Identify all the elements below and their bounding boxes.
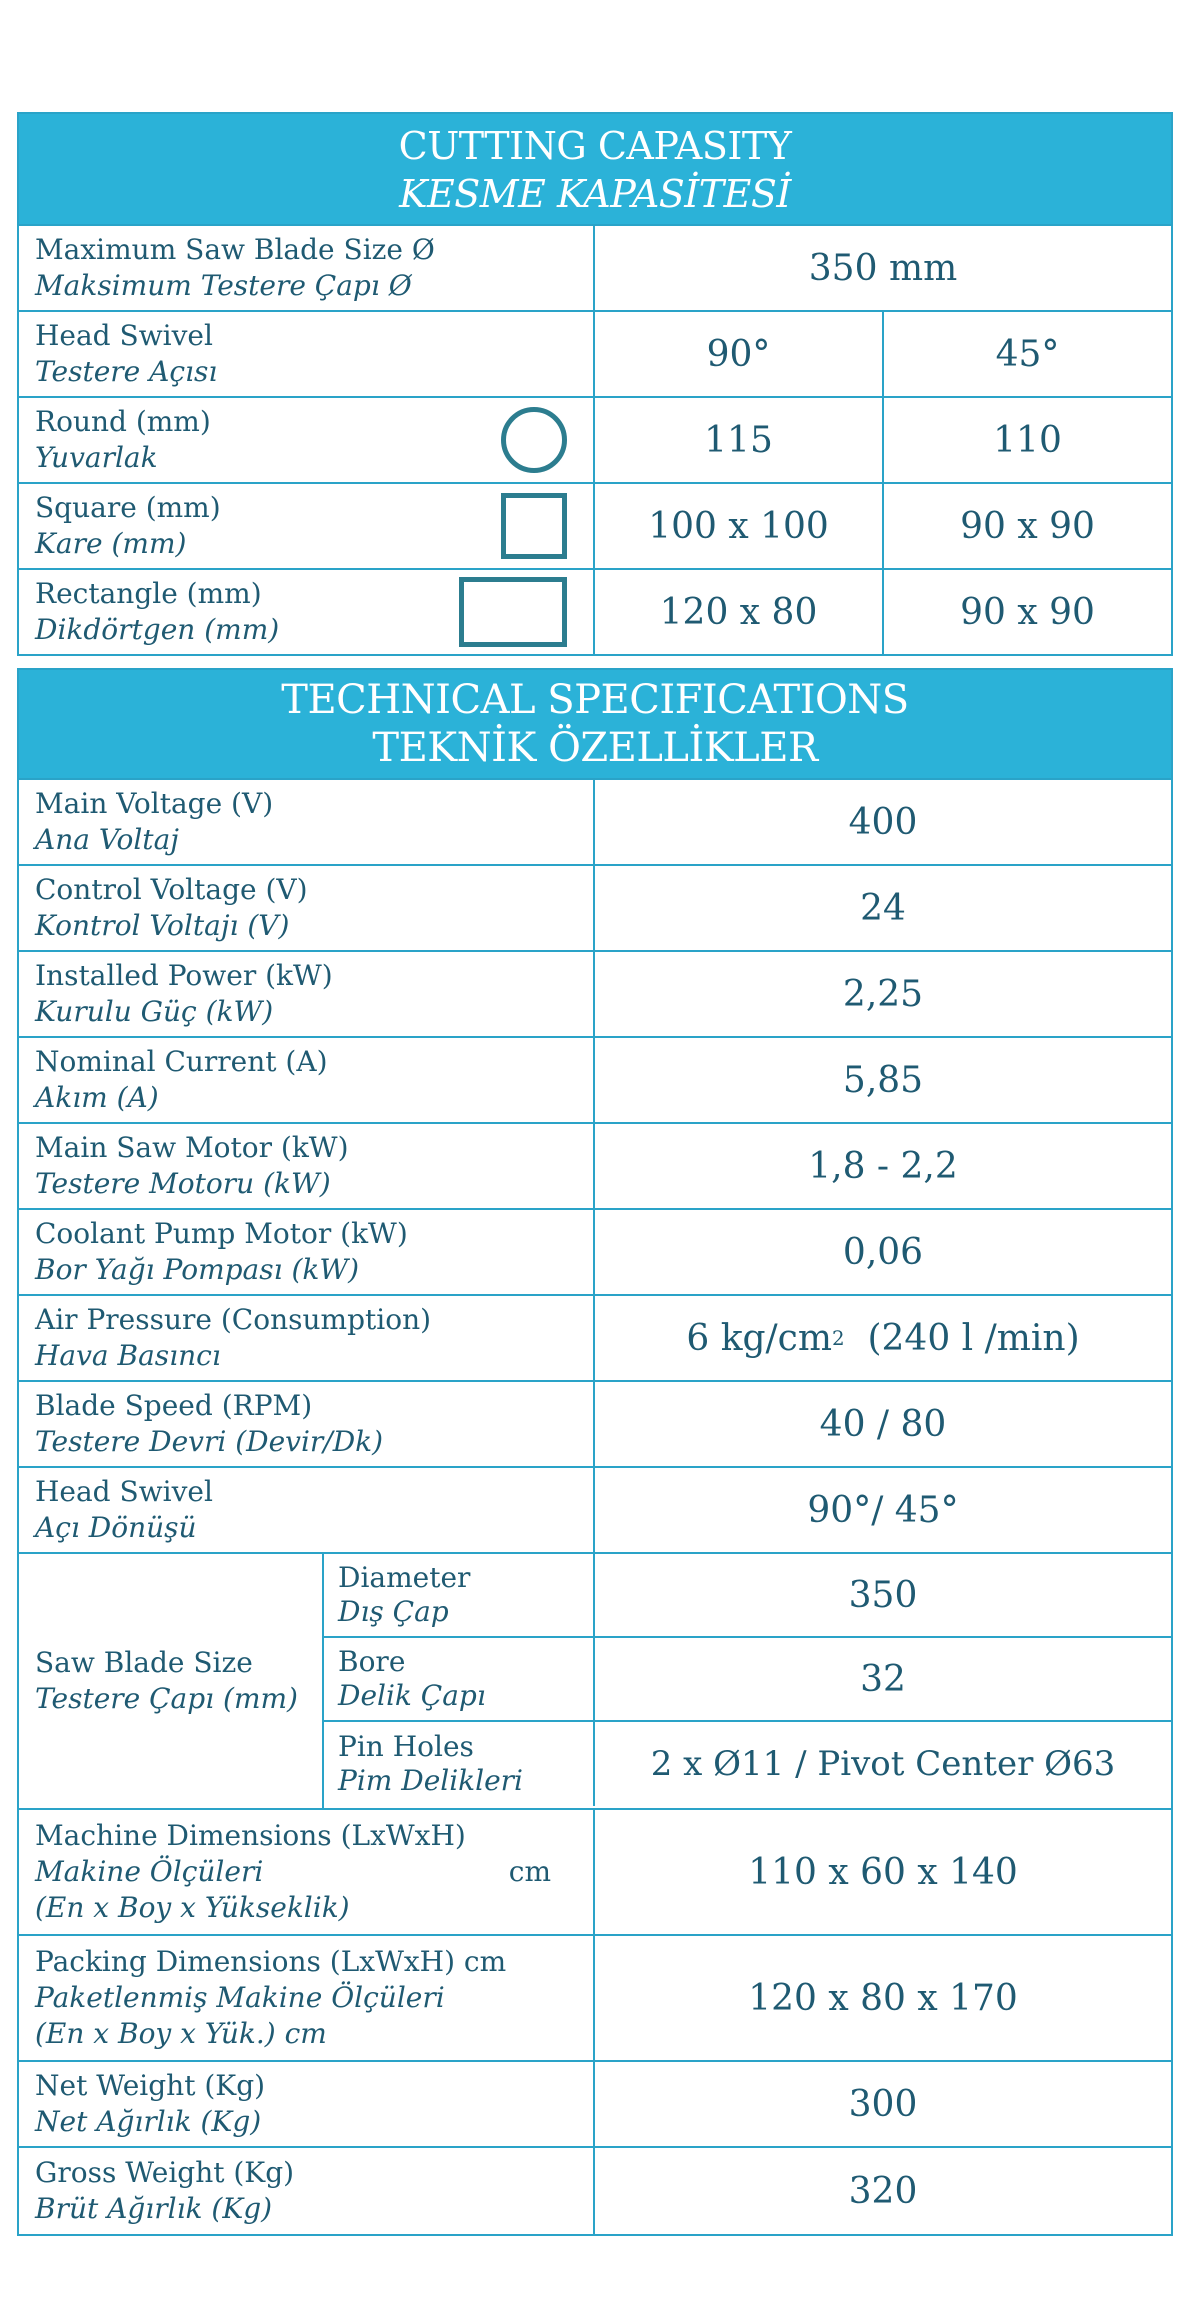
label-tr: Net Ağırlık (Kg) (35, 2105, 262, 2138)
subrow-label (324, 1554, 595, 1636)
label-tr: Delik Çapı (338, 1679, 486, 1712)
label-en: Bore (338, 1645, 406, 1678)
row-nominal-current (19, 1038, 1171, 1124)
row-label (19, 780, 595, 864)
subrow-value: 32 (860, 1658, 906, 1700)
row-value: 24 (860, 887, 906, 929)
row-main-saw-motor (19, 1124, 1171, 1210)
blade-subrows (324, 1554, 1171, 1808)
row-rectangle (19, 570, 1171, 654)
row-label (19, 398, 595, 482)
value-45: 90 x 90 (960, 591, 1095, 633)
blade-row-diameter (324, 1554, 1171, 1638)
row-label (19, 1382, 595, 1466)
row-air-pressure (19, 1296, 1171, 1382)
row-value: 5,85 (842, 1059, 924, 1101)
row-label (19, 570, 595, 654)
label-en: Diameter (338, 1561, 471, 1594)
cutting-title-en: CUTTING CAPASITY (398, 124, 792, 168)
label-en: Rectangle (mm) (35, 577, 262, 610)
value-45: 110 (993, 419, 1062, 461)
label-en: Main Voltage (V) (35, 787, 274, 820)
row-installed-power (19, 952, 1171, 1038)
row-values (595, 398, 1171, 482)
row-value: 90°/ 45° (807, 1489, 959, 1531)
value-90: 120 x 80 (595, 570, 884, 654)
label-tr: Kare (mm) (35, 527, 187, 560)
label-tr: Kurulu Güç (kW) (35, 995, 274, 1028)
subrow-value: 350 (848, 1574, 918, 1616)
row-label (19, 1936, 595, 2060)
value-45: 45° (995, 333, 1060, 375)
row-blade-speed (19, 1382, 1171, 1468)
row-label (19, 2062, 595, 2146)
label-en: Round (mm) (35, 405, 211, 438)
value-90: 100 x 100 (595, 484, 884, 568)
label-tr (35, 1854, 577, 1890)
value-main: 6 kg/cm (686, 1317, 832, 1359)
label-en: Machine Dimensions (LxWxH) (35, 1819, 466, 1852)
row-label (19, 952, 595, 1036)
subrow-label (324, 1638, 595, 1720)
saw-blade-size-group (19, 1554, 1171, 1810)
cutting-capacity-header (19, 114, 1171, 226)
label-tr-extra: (En x Boy x Yükseklik) (35, 1891, 350, 1924)
row-label (19, 1468, 595, 1552)
label-tr: Brüt Ağırlık (Kg) (35, 2192, 273, 2225)
label-tr: Paketlenmiş Makine Ölçüleri (35, 1981, 445, 2014)
label-en: Saw Blade Size (35, 1646, 253, 1679)
row-gross-weight (19, 2148, 1171, 2234)
row-label (19, 1810, 595, 1934)
row-net-weight (19, 2062, 1171, 2148)
label-en: Net Weight (Kg) (35, 2069, 266, 2102)
row-value: 120 x 80 x 170 (748, 1977, 1018, 2019)
row-head-swivel (19, 312, 1171, 398)
row-value: 40 / 80 (819, 1403, 947, 1445)
value-90: 115 (595, 398, 884, 482)
row-coolant-pump (19, 1210, 1171, 1296)
technical-title-en: TECHNICAL SPECIFICATIONS (281, 677, 909, 723)
label-tr: Testere Açısı (35, 355, 218, 388)
blade-row-pin-holes (324, 1722, 1171, 1806)
label-tr: Dış Çap (338, 1595, 449, 1628)
value-rest: (240 l /min) (844, 1317, 1080, 1359)
value-90: 90° (595, 312, 884, 396)
row-value: 1,8 - 2,2 (808, 1145, 958, 1187)
label-tr: Kontrol Voltajı (V) (35, 909, 290, 942)
row-round (19, 398, 1171, 484)
cutting-title-tr: KESME KAPASİTESİ (399, 172, 791, 216)
label-en: Installed Power (kW) (35, 959, 333, 992)
label-tr: Bor Yağı Pompası (kW) (35, 1253, 360, 1286)
label-en: Gross Weight (Kg) (35, 2156, 295, 2189)
row-control-voltage (19, 866, 1171, 952)
label-tr: Akım (A) (35, 1081, 159, 1114)
technical-title-tr: TEKNİK ÖZELLİKLER (372, 725, 818, 771)
row-main-voltage (19, 780, 1171, 866)
label-tr-text: Makine Ölçüleri (35, 1855, 264, 1888)
row-packing-dimensions (19, 1936, 1171, 2062)
row-label (19, 1038, 595, 1122)
row-label (19, 484, 595, 568)
label-tr: Testere Devri (Devir/Dk) (35, 1425, 384, 1458)
value-45: 90 x 90 (960, 505, 1095, 547)
row-machine-dimensions (19, 1810, 1171, 1936)
row-value: 320 (848, 2170, 918, 2212)
row-label (19, 1124, 595, 1208)
label-en: Nominal Current (A) (35, 1045, 328, 1078)
row-values (595, 312, 1171, 396)
square-icon (501, 493, 567, 559)
rectangle-icon (459, 577, 567, 647)
label-en: Blade Speed (RPM) (35, 1389, 313, 1422)
row-square (19, 484, 1171, 570)
label-en: Head Swivel (35, 319, 213, 352)
row-values (595, 484, 1171, 568)
row-label (19, 1296, 595, 1380)
row-label (19, 866, 595, 950)
unit-cm: cm (508, 1855, 551, 1888)
technical-specifications-table (17, 668, 1173, 2236)
row-label (19, 312, 595, 396)
label-en: Pin Holes (338, 1730, 474, 1763)
label-tr: Testere Motoru (kW) (35, 1167, 331, 1200)
cutting-capacity-table (17, 112, 1173, 656)
label-tr: Yuvarlak (35, 441, 158, 474)
label-tr: Testere Çapı (mm) (35, 1682, 298, 1715)
label-en: Maximum Saw Blade Size Ø (35, 233, 435, 266)
row-label (19, 1210, 595, 1294)
label-tr: Ana Voltaj (35, 823, 179, 856)
label-en: Coolant Pump Motor (kW) (35, 1217, 408, 1250)
label-tr: Açı Dönüşü (35, 1511, 197, 1544)
label-en: Control Voltage (V) (35, 873, 308, 906)
label-en: Square (mm) (35, 491, 221, 524)
blade-group-label (19, 1554, 324, 1808)
label-en: Packing Dimensions (LxWxH) cm (35, 1945, 507, 1978)
label-tr: Maksimum Testere Çapı Ø (35, 269, 412, 302)
row-value (595, 1296, 1171, 1380)
value-superscript: 2 (831, 1326, 845, 1350)
circle-icon (501, 407, 567, 473)
row-head-swivel (19, 1468, 1171, 1554)
label-tr: Dikdörtgen (mm) (35, 613, 280, 646)
label-en: Main Saw Motor (kW) (35, 1131, 349, 1164)
row-value: 0,06 (842, 1231, 924, 1273)
row-value: 400 (848, 801, 918, 843)
subrow-label (324, 1722, 595, 1806)
row-values (595, 570, 1171, 654)
row-value: 110 x 60 x 140 (748, 1851, 1018, 1893)
row-max-blade-size (19, 226, 1171, 312)
label-tr: Pim Delikleri (338, 1764, 524, 1797)
technical-header (19, 670, 1171, 780)
row-value: 300 (848, 2083, 918, 2125)
blade-row-bore (324, 1638, 1171, 1722)
label-en: Air Pressure (Consumption) (35, 1303, 432, 1336)
row-value: 2,25 (842, 973, 924, 1015)
subrow-value: 2 x Ø11 / Pivot Center Ø63 (650, 1744, 1116, 1784)
label-tr: Hava Basıncı (35, 1339, 221, 1372)
label-en: Head Swivel (35, 1475, 213, 1508)
label-tr-extra: (En x Boy x Yük.) cm (35, 2017, 327, 2050)
row-label (19, 2148, 595, 2234)
row-value: 350 mm (808, 247, 958, 289)
row-label (19, 226, 595, 310)
